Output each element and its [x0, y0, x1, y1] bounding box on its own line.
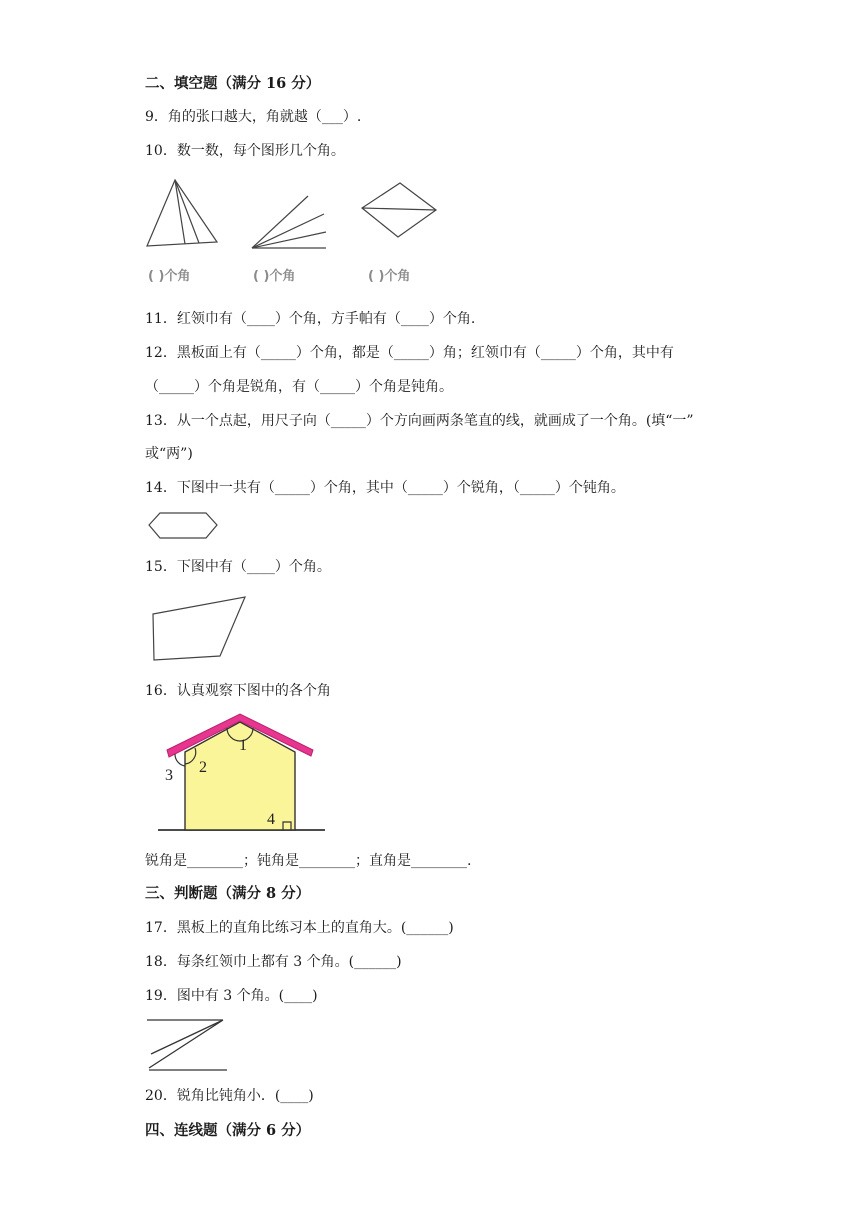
q10-caption-2: ( )个角 — [253, 269, 296, 284]
question-11: 11．红领巾有（____）个角，方手帕有（____）个角. — [145, 311, 476, 327]
question-14: 14．下图中一共有（_____）个角，其中（_____）个锐角，（_____）个钝角。 — [145, 480, 625, 496]
q10-figure-rays — [250, 192, 330, 252]
question-17: 17．黑板上的直角比练习本上的直角大。(______) — [145, 920, 454, 936]
question-15: 15．下图中有（____）个角。 — [145, 559, 331, 575]
q10-caption-1: ( )个角 — [148, 269, 191, 284]
q19-figure-lines — [145, 1016, 230, 1074]
angle-label-2: 2 — [199, 759, 207, 776]
question-16: 16．认真观察下图中的各个角 — [145, 683, 331, 699]
q10-figure-rhombus — [358, 180, 440, 240]
question-12-line-2: （_____）个角是锐角，有（_____）个角是钝角。 — [145, 379, 453, 395]
question-19: 19．图中有 3 个角。(____) — [145, 988, 318, 1004]
question-10: 10．数一数，每个图形几个角。 — [145, 143, 345, 159]
q10-figure-triangle — [145, 178, 220, 250]
section-heading-fill-blank: 二、填空题（满分 16 分） — [145, 75, 321, 92]
question-16-answer: 锐角是________；钝角是________；直角是________. — [145, 853, 472, 869]
question-9: 9．角的张口越大，角就越（___）. — [145, 109, 362, 125]
section-heading-judge: 三、判断题（满分 8 分） — [145, 885, 311, 902]
q15-figure-quadrilateral — [150, 594, 250, 664]
section-heading-match: 四、连线题（满分 6 分） — [145, 1122, 311, 1139]
question-13-line-1: 13．从一个点起，用尺子向（_____）个方向画两条笔直的线，就画成了一个角。(填“一” — [145, 413, 694, 429]
angle-label-4: 4 — [267, 811, 275, 828]
question-20: 20．锐角比钝角小．(____) — [145, 1088, 314, 1104]
q14-figure-hexagon — [146, 510, 220, 542]
q16-figure-house — [155, 712, 340, 834]
angle-label-1: 1 — [239, 737, 247, 754]
question-13-line-2: 或“两”) — [145, 446, 193, 462]
angle-label-3: 3 — [165, 767, 173, 784]
question-12-line-1: 12．黑板面上有（_____）个角，都是（_____）角；红领巾有（_____）个角，其中有 — [145, 345, 674, 361]
question-18: 18．每条红领巾上都有 3 个角。(______) — [145, 954, 402, 970]
q10-caption-3: ( )个角 — [368, 269, 411, 284]
